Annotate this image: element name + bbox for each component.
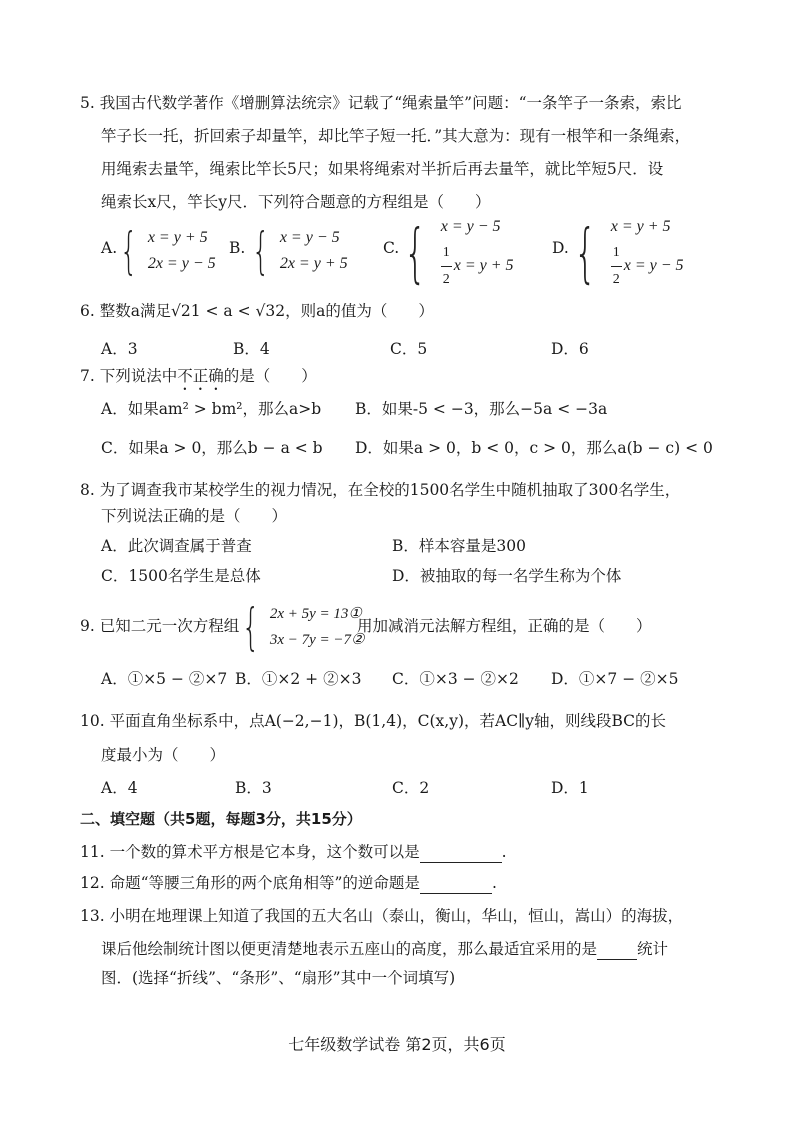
left-brace-icon: {	[574, 216, 597, 291]
q10-option-b: B．3	[235, 779, 272, 797]
q7-option-b: B．如果-5 < −3，那么−5a < −3a	[355, 400, 608, 418]
q10-option-d: D．1	[551, 779, 589, 797]
q6-option-c: C．5	[390, 340, 428, 358]
q5-line2: 竿子长一托，折回索子却量竿，却比竿子短一托．”其大意为：现有一根竿和一条绳索，	[101, 127, 691, 145]
q5-option-a-eq1: x = y + 5	[147, 229, 208, 246]
fraction-numerator: 1	[441, 240, 452, 267]
q11-stem-pre: 11. 一个数的算术平方根是它本身，这个数可以是	[80, 843, 420, 861]
q5-option-a-system	[120, 222, 216, 280]
q11-stem	[80, 841, 507, 863]
q11-stem-post: .	[501, 843, 507, 861]
q10-line1: 10. 平面直角坐标系中，点A(−2,−1)，B(1,4)，C(x,y)，若AC∥y轴，则线段BC的长	[80, 712, 667, 730]
q13-line2-pre: 课后他绘制统计图以便更清楚地表示五座山的高度，那么最适宜采用的是	[101, 940, 598, 958]
section-two-title: 二、填空题（共5题，每题3分，共15分）	[80, 810, 362, 828]
q12-answer-blank[interactable]	[420, 877, 492, 894]
q13-line3: 图．(选择“折线”、“条形”、“扇形”其中一个词填写)	[101, 969, 456, 987]
q9-option-c: C．①×3 − ②×2	[392, 670, 519, 688]
q8-option-d: D．被抽取的每一名学生称为个体	[392, 567, 622, 585]
q12-stem-pre: 12. 命题“等腰三角形的两个底角相等”的逆命题是	[80, 874, 420, 892]
q5-option-d-label: D.	[552, 239, 569, 257]
q9-system	[242, 598, 364, 656]
q9-option-d: D．①×7 − ②×5	[551, 670, 679, 688]
q5-option-b-label: B.	[229, 239, 246, 257]
q7-stem-post: 的是（ ）	[223, 367, 317, 385]
q5-option-c-eq2-row	[441, 240, 514, 293]
q5-option-a-label: A.	[101, 239, 118, 257]
q13-line2-post: 统计	[637, 940, 669, 958]
q5-option-d-eq2: x = y − 5	[623, 257, 684, 275]
q5-option-c-eq2: x = y + 5	[453, 257, 514, 275]
q7-stem	[80, 365, 317, 394]
q7-option-d: D．如果a > 0，b < 0，c > 0，那么a(b − c) < 0	[355, 439, 713, 457]
q5-option-b-system	[252, 222, 348, 280]
left-brace-icon: {	[404, 216, 427, 291]
q5-line1: 5. 我国古代数学著作《增删算法统宗》记载了“绳索量竿”问题：“一条竿子一条索，索比	[80, 94, 682, 112]
q8-line1: 8. 为了调查我市某校学生的视力情况，在全校的1500名学生中随机抽取了300名学生，	[80, 481, 681, 499]
fraction-numerator: 1	[611, 240, 622, 267]
q7-stem-emphasis: 不正确	[177, 367, 224, 385]
q5-option-c-system	[404, 214, 514, 293]
q6-option-b: B．4	[233, 340, 270, 358]
fraction-denominator: 2	[442, 272, 450, 287]
q5-option-c-eq1: x = y − 5	[440, 218, 501, 235]
q9-stem-post: 用加减消元法解方程组，正确的是（ ）	[357, 617, 652, 635]
q7-stem-pre: 7. 下列说法中	[80, 367, 178, 385]
q7-option-a: A．如果am² > bm²，那么a>b	[101, 400, 322, 418]
q9-eq2: 3x − 7y = −7②	[269, 632, 365, 648]
q5-option-c-label: C.	[383, 239, 400, 257]
q10-line2: 度最小为（ ）	[101, 746, 226, 764]
q5-option-a-eq2: 2x = y − 5	[147, 255, 216, 272]
q5-option-d-system	[574, 214, 684, 293]
q13-line1: 13. 小明在地理课上知道了我国的五大名山（泰山，衡山，华山，恒山，嵩山）的海拔，	[80, 907, 684, 925]
q13-answer-blank[interactable]	[597, 943, 637, 960]
q9-eq1: 2x + 5y = 13①	[269, 606, 362, 622]
q9-option-b: B．①×2 + ②×3	[235, 670, 362, 688]
q8-line2: 下列说法正确的是（ ）	[101, 507, 288, 525]
q10-option-a: A．4	[101, 779, 138, 797]
q6-stem: 6. 整数a满足√21 < a < √32，则a的值为（ ）	[80, 302, 434, 320]
q5-option-d-eq2-row	[611, 240, 684, 293]
fraction-half	[611, 240, 622, 293]
q12-stem-post: .	[491, 874, 497, 892]
left-brace-icon: {	[252, 222, 270, 280]
page-footer: 七年级数学试卷 第2页，共6页	[288, 1035, 506, 1054]
q10-option-c: C．2	[392, 779, 430, 797]
q8-option-b: B．样本容量是300	[392, 537, 526, 555]
q7-option-c: C．如果a > 0，那么b − a < b	[101, 439, 323, 457]
fraction-denominator: 2	[612, 272, 620, 287]
left-brace-icon: {	[242, 598, 260, 656]
q5-option-b-eq1: x = y − 5	[279, 229, 340, 246]
q6-option-d: D．6	[551, 340, 589, 358]
q8-option-a: A．此次调查属于普查	[101, 537, 252, 555]
q13-line2	[101, 938, 668, 960]
q8-option-c: C．1500名学生是总体	[101, 567, 261, 585]
q9-stem-pre: 9. 已知二元一次方程组	[80, 617, 240, 635]
q9-option-a: A．①×5 − ②×7	[101, 670, 228, 688]
fraction-half	[441, 240, 452, 293]
q12-stem	[80, 872, 497, 894]
q11-answer-blank[interactable]	[420, 846, 502, 863]
q5-option-b-eq2: 2x = y + 5	[279, 255, 348, 272]
q5-option-d-eq1: x = y + 5	[610, 218, 671, 235]
q6-option-a: A．3	[101, 340, 138, 358]
q5-line4: 绳索长x尺，竿长y尺．下列符合题意的方程组是（ ）	[101, 193, 491, 211]
left-brace-icon: {	[120, 222, 138, 280]
q5-line3: 用绳索去量竿，绳索比竿长5尺；如果将绳索对半折后再去量竿，就比竿短5尺．设	[101, 160, 664, 178]
